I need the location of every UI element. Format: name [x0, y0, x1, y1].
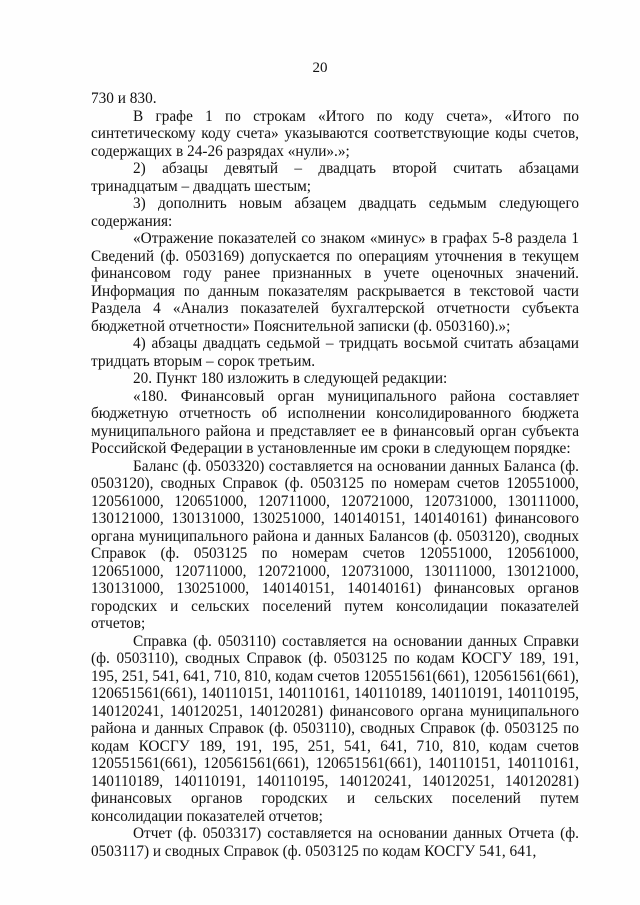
paragraph: В графе 1 по строкам «Итого по коду счета», «Итого по синтетическому коду счета» указываются соответствующие коды счетов, содержащих в 24-26 разрядах «нули».»;	[91, 107, 579, 160]
paragraph: 3) дополнить новым абзацем двадцать седьмым следующего содержания:	[91, 195, 579, 230]
paragraph: 2) абзацы девятый – двадцать второй считать абзацами тринадцатым – двадцать шестым;	[91, 160, 579, 195]
paragraph: 730 и 830.	[91, 90, 157, 107]
paragraph: Баланс (ф. 0503320) составляется на основании данных Баланса (ф. 0503120), сводных Справок (ф. 0503125 по номерам счетов 120551000, 120561000, 120651000, 120711000, 120721000, 120731000, 130111000, 130121000, 130131000, 130251000, 140140151, 140140161) финансового органа муниципального района и данных Балансов (ф. 0503120), сводных Справок (ф. 0503125 по номерам счетов 120551000, 120561000, 120651000, 120711000, 120721000, 120731000, 130111000, 130121000, 130131000, 130251000, 140140151, 140140161) финансовых органов городских и сельских поселений путем консолидации показателей отчетов;	[91, 457, 579, 632]
page-number: 20	[312, 60, 328, 76]
body-text	[91, 90, 579, 860]
paragraph: 4) абзацы двадцать седьмой – тридцать восьмой считать абзацами тридцать вторым – сорок третьим.	[91, 335, 579, 370]
paragraph: Справка (ф. 0503110) составляется на основании данных Справки (ф. 0503110), сводных Справок (ф. 0503125 по кодам КОСГУ 189, 191, 195, 251, 541, 641, 710, 810, кодам счетов 120551561(661), 120561561(661), 120651561(661), 140110151, 140110161, 140110189, 140110191, 140110195, 140120241, 140120251, 140120281) финансового органа муниципального района и данных Справок (ф. 0503110), сводных Справок (ф. 0503125 по кодам КОСГУ 189, 191, 195, 251, 541, 641, 710, 810, кодам счетов 120551561(661), 120561561(661), 120651561(661), 140110151, 140110161, 140110189, 140110191, 140110195, 140120241, 140120251, 140120281) финансовых органов городских и сельских поселений путем консолидации показателей отчетов;	[91, 632, 579, 825]
paragraph: 20. Пункт 180 изложить в следующей редакции:	[133, 370, 448, 387]
paragraph: «180. Финансовый орган муниципального района составляет бюджетную отчетность об исполнении консолидированного бюджета муниципального района и представляет ее в финансовый орган субъекта Российской Федерации в установленные им сроки в следующем порядке:	[91, 387, 579, 457]
paragraph: «Отражение показателей со знаком «минус» в графах 5-8 раздела 1 Сведений (ф. 0503169) допускается по операциям уточнения в текущем финансовом году ранее признанных в учете оценочных значений. Информация по данным показателям раскрывается в текстовой части Раздела 4 «Анализ показателей бухгалтерской отчетности субъекта бюджетной отчетности» Пояснительной записки (ф. 0503160).»;	[91, 230, 579, 335]
paragraph: Отчет (ф. 0503317) составляется на основании данных Отчета (ф. 0503117) и сводных Справок (ф. 0503125 по кодам КОСГУ 541, 641,	[91, 825, 579, 860]
